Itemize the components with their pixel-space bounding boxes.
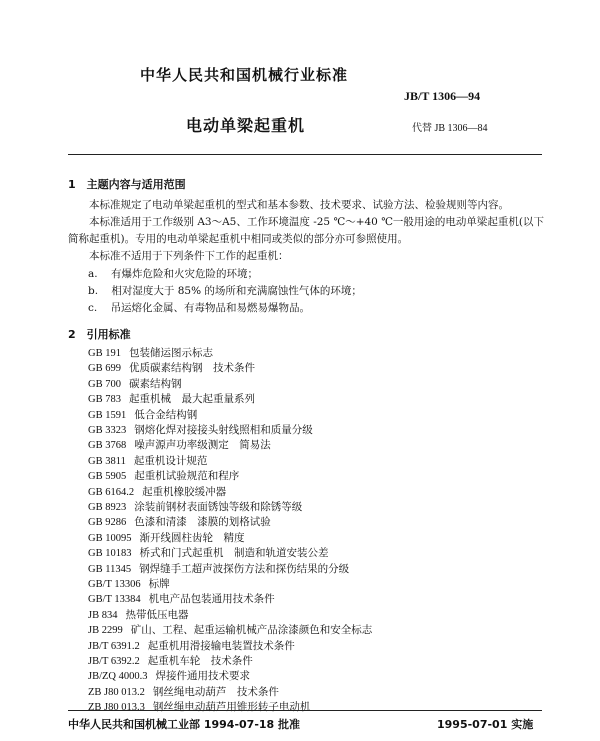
reference-code: GB 3323 — [88, 425, 127, 436]
reference-code: ZB J80 013.3 — [88, 702, 145, 714]
reference-name: 色漆和清漆 漆膜的划格试验 — [134, 517, 271, 529]
reference-name: 起重机械 最大起重量系列 — [128, 394, 255, 406]
reference-code: GB 3811 — [88, 455, 126, 467]
reference-name: 钢丝绳电动葫芦用锥形转子电动机 — [152, 702, 311, 714]
reference-name: 起重机用滑接输电装置技术条件 — [147, 640, 295, 652]
item-label: c. — [88, 302, 98, 314]
reference-row — [88, 499, 302, 514]
item-text: 相对湿度大于 85% 的场所和充满腐蚀性气体的环境； — [111, 285, 362, 297]
reference-code: GB 6164.2 — [88, 486, 135, 498]
reference-row — [88, 622, 372, 637]
reference-row — [88, 591, 275, 606]
reference-row — [88, 607, 188, 622]
reference-row — [88, 545, 328, 560]
reference-row — [88, 345, 213, 360]
reference-code: GB 10095 — [88, 532, 132, 544]
reference-name: 起重机车轮 技术条件 — [147, 656, 253, 667]
reference-name: 起重机设计规范 — [133, 455, 208, 467]
reference-row — [88, 638, 295, 653]
standard-type: 中华人民共和国机械行业标准 — [140, 66, 349, 84]
footer-rule — [68, 710, 542, 711]
reference-row — [88, 391, 255, 406]
reference-name: 优质碳素结构钢 技术条件 — [128, 363, 255, 375]
section-1-para-2: 本标准适用于工作级别 A3～A5、工作环境温度 -25 ℃～+40 ℃一般用途的电动单梁起重机(以下简称起重机)。专用的电动单梁起重机中相同或类似的部分亦可参照使用。 — [68, 216, 545, 245]
effective-date: 1995-07-01 实施 — [437, 718, 534, 731]
section-2-heading: 2 引用标准 — [68, 328, 131, 341]
reference-code: GB/T 13306 — [88, 579, 141, 590]
replaces-note: 代替 JB 1306—84 — [412, 123, 488, 134]
reference-code: GB 5905 — [88, 471, 127, 483]
approval-note: 中华人民共和国机械工业部 1994-07-18 批准 — [68, 718, 301, 731]
section-1-heading: 1 主题内容与适用范围 — [68, 178, 186, 191]
reference-row — [88, 422, 313, 437]
reference-code: GB/T 13384 — [88, 594, 141, 606]
reference-row — [88, 468, 239, 483]
reference-row — [88, 530, 244, 545]
reference-row — [88, 407, 197, 422]
reference-code: JB 2299 — [88, 625, 123, 637]
reference-row — [88, 684, 279, 699]
reference-code: ZB J80 013.2 — [88, 686, 145, 698]
reference-code: JB/ZQ 4000.3 — [88, 671, 148, 683]
reference-name: 钢丝绳电动葫芦 技术条件 — [152, 686, 279, 698]
reference-name: 起重机橡胶缓冲器 — [142, 486, 227, 498]
reference-row — [88, 561, 349, 576]
standard-code: JB/T 1306—94 — [404, 89, 481, 103]
reference-code: JB/T 6392.2 — [88, 656, 140, 667]
section-1-para-1: 本标准规定了电动单梁起重机的型式和基本参数、技术要求、试验方法、检验规则等内容。 — [89, 199, 509, 211]
section-1-para-3: 本标准不适用于下列条件下工作的起重机： — [89, 250, 289, 262]
item-label: a. — [88, 268, 98, 280]
reference-name: 涂装前钢材表面锈蚀等级和除锈等级 — [134, 502, 303, 513]
reference-row — [88, 437, 271, 452]
list-item — [88, 266, 258, 281]
item-text: 吊运熔化金属、有毒物品和易燃易爆物品。 — [110, 302, 311, 314]
reference-code: GB 3768 — [88, 440, 127, 452]
reference-name: 钢熔化焊对接接头射线照相和质量分级 — [134, 425, 313, 436]
item-text: 有爆炸危险和火灾危险的环境； — [110, 268, 258, 280]
reference-row — [88, 576, 170, 591]
reference-code: GB 10183 — [88, 548, 132, 560]
reference-name: 渐开线圆柱齿轮 精度 — [139, 532, 245, 544]
reference-name: 起重机试验规范和程序 — [134, 471, 240, 483]
reference-row — [88, 514, 271, 529]
item-label: b. — [88, 285, 99, 297]
reference-name: 桥式和门式起重机 制造和轨道安装公差 — [139, 548, 329, 560]
reference-name: 碳素结构钢 — [128, 378, 182, 390]
reference-name: 矿山、工程、起重运输机械产品涂漆颜色和安全标志 — [130, 625, 373, 637]
reference-row — [88, 453, 207, 468]
reference-row — [88, 699, 310, 714]
reference-name: 钢焊缝手工超声波探伤方法和探伤结果的分级 — [139, 563, 350, 575]
reference-name: 低合金结构钢 — [134, 409, 198, 421]
header-rule — [68, 154, 542, 155]
list-item — [88, 300, 310, 315]
reference-code: GB 699 — [88, 363, 121, 375]
list-item — [88, 283, 362, 298]
reference-code: GB 191 — [88, 348, 121, 359]
reference-row — [88, 360, 255, 375]
reference-row — [88, 668, 250, 683]
reference-row — [88, 653, 253, 668]
reference-name: 包装储运图示标志 — [128, 348, 213, 359]
document-title: 电动单梁起重机 — [186, 116, 306, 135]
reference-code: JB/T 6391.2 — [88, 640, 140, 652]
reference-code: GB 700 — [88, 378, 121, 390]
reference-code: GB 8923 — [88, 502, 127, 513]
reference-name: 焊接件通用技术要求 — [155, 671, 251, 683]
reference-row — [88, 376, 181, 391]
reference-name: 机电产品包装通用技术条件 — [148, 594, 275, 606]
reference-code: GB 783 — [88, 394, 121, 406]
reference-name: 标牌 — [148, 579, 170, 590]
reference-code: GB 1591 — [88, 409, 127, 421]
reference-name: 热带低压电器 — [125, 609, 189, 621]
reference-code: GB 9286 — [88, 517, 127, 529]
reference-name: 噪声源声功率级测定 简易法 — [134, 440, 271, 452]
reference-row — [88, 484, 226, 499]
reference-code: JB 834 — [88, 609, 118, 621]
reference-code: GB 11345 — [88, 563, 132, 575]
